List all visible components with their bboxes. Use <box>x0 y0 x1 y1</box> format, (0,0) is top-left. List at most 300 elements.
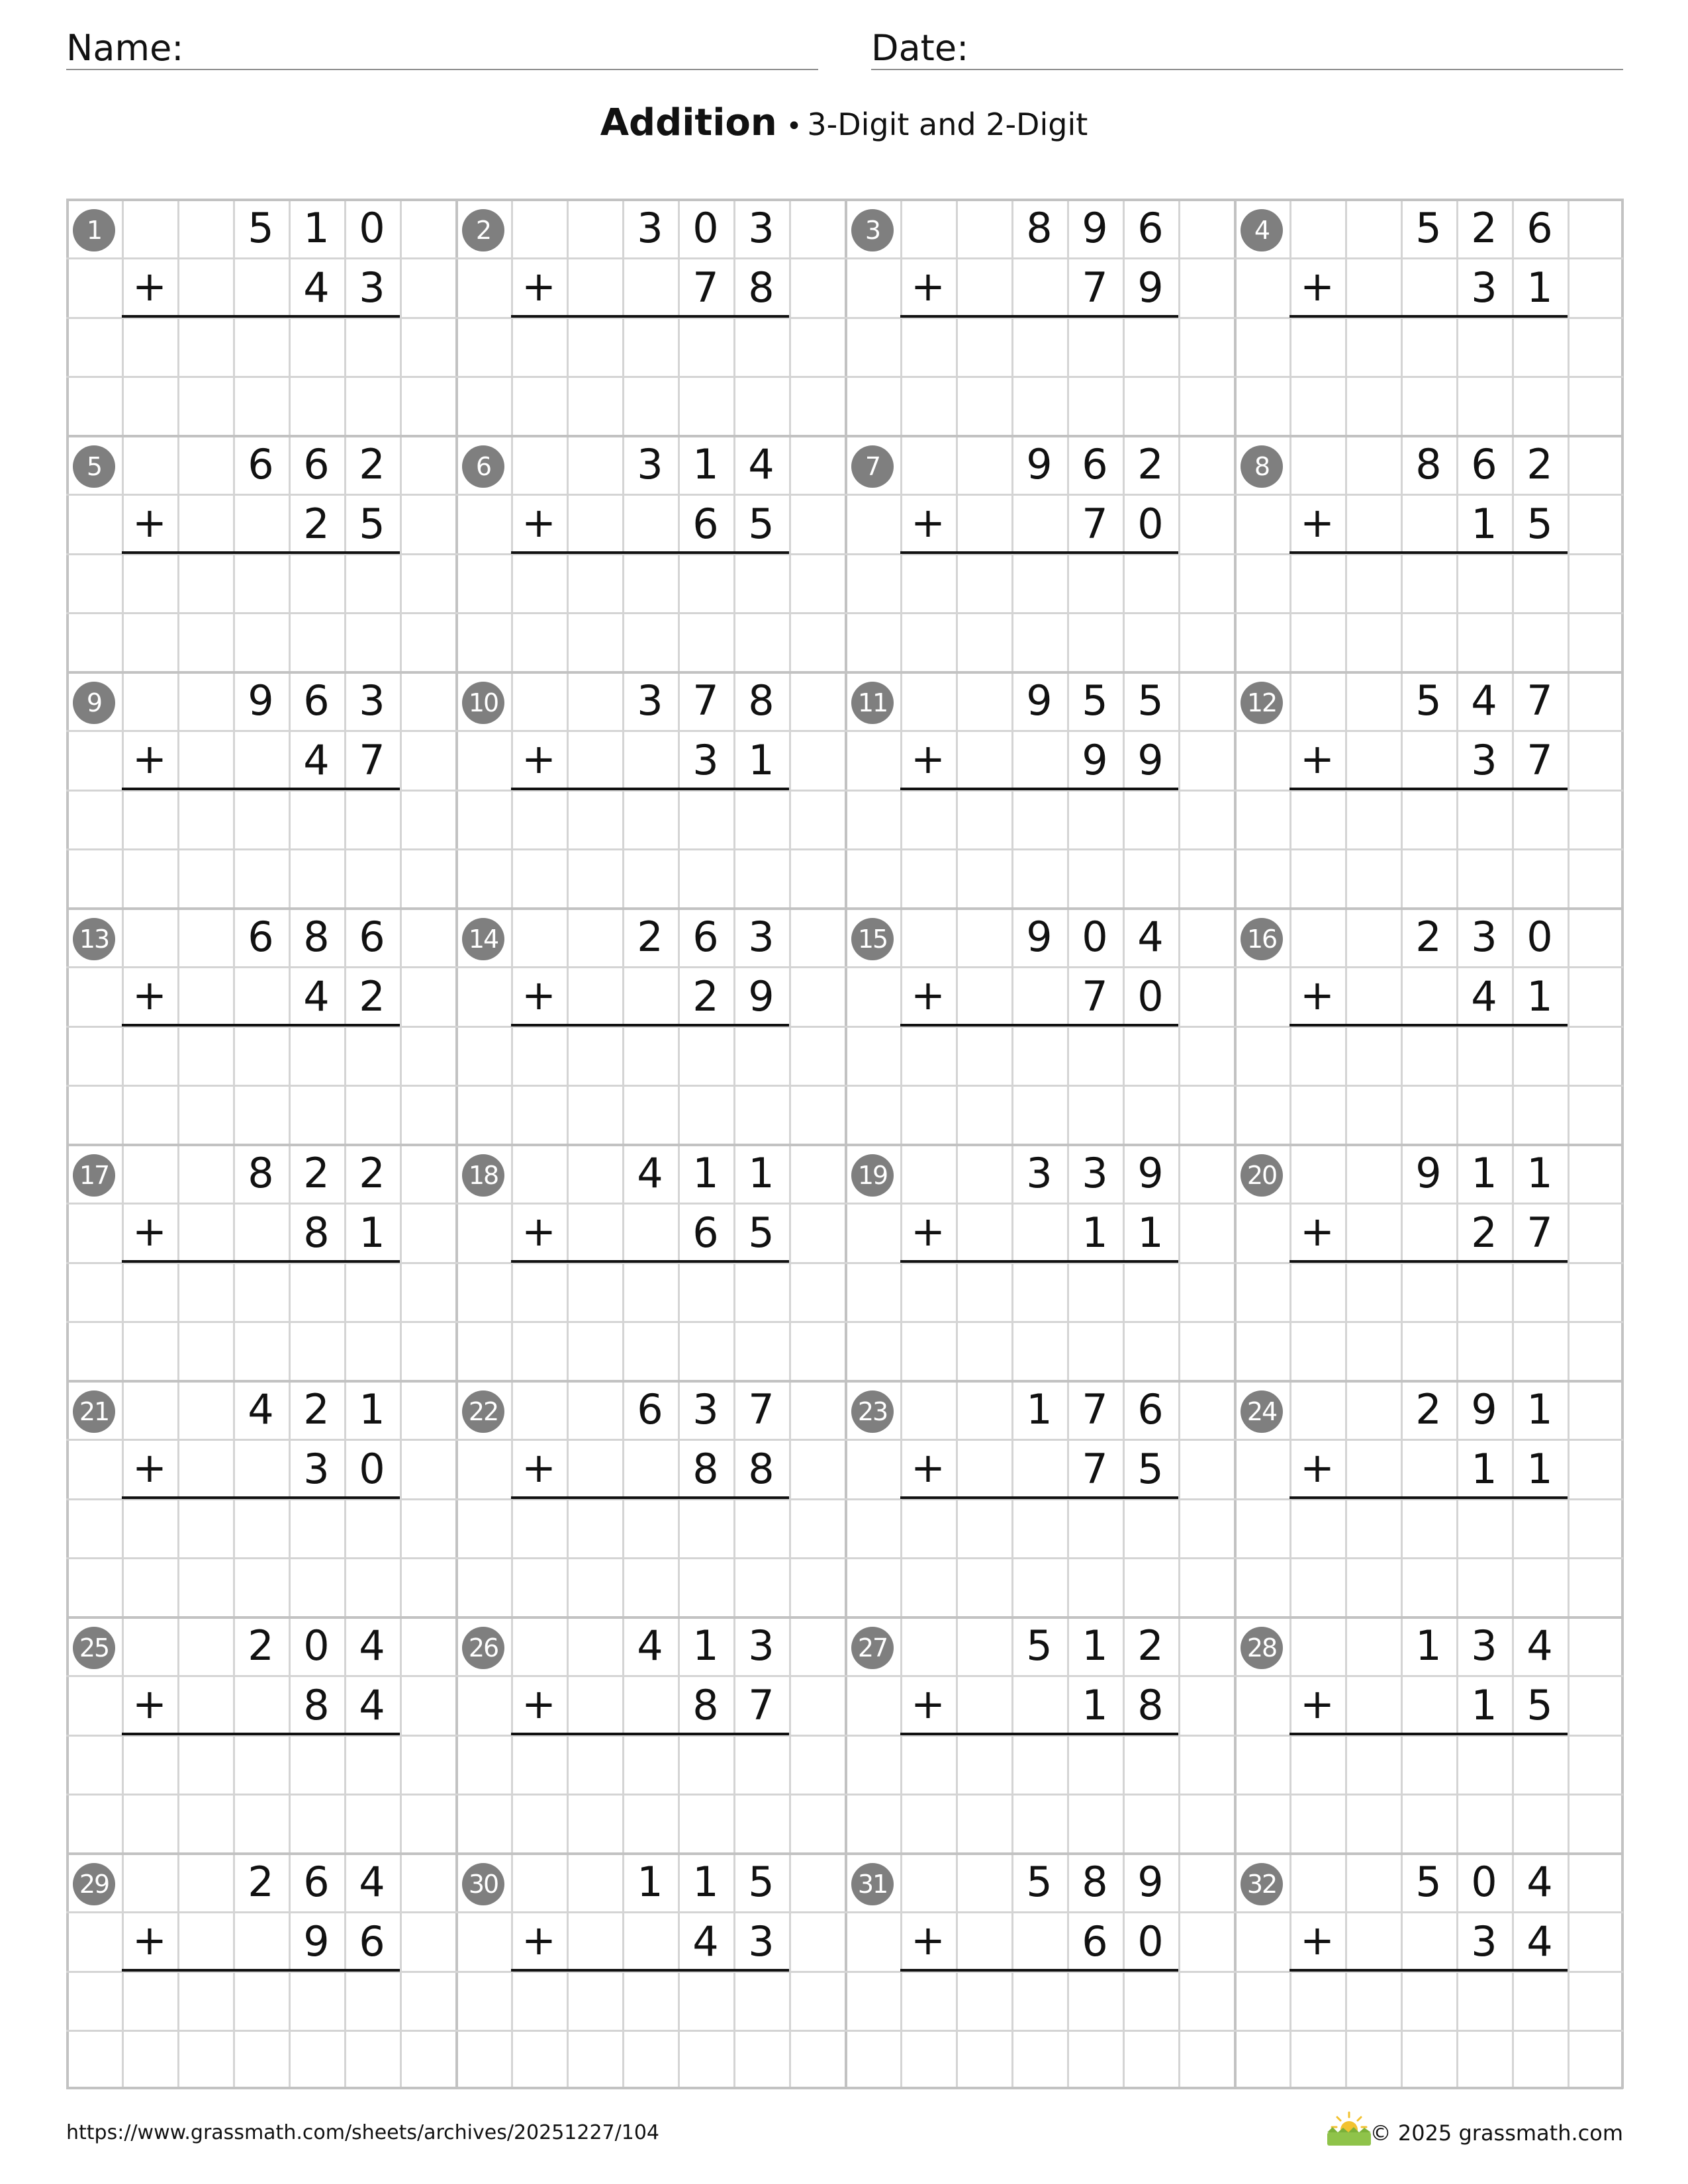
answer-rule <box>1289 1260 1568 1263</box>
top-addend-digit: 1 <box>692 1858 719 1906</box>
bottom-addend-digit: 6 <box>1082 1917 1108 1966</box>
bottom-addend-digit: 3 <box>1471 736 1497 784</box>
problem-number-badge: 30 <box>462 1863 504 1905</box>
answer-rule <box>900 788 1178 790</box>
top-addend-digit: 3 <box>1026 1149 1053 1197</box>
top-addend-digit: 6 <box>303 676 330 725</box>
plus-sign: + <box>911 1916 945 1964</box>
top-addend-digit: 2 <box>1415 913 1442 961</box>
worksheet-title <box>0 101 1688 144</box>
plus-sign: + <box>522 498 556 547</box>
plus-sign: + <box>522 1443 556 1492</box>
plus-sign: + <box>522 971 556 1019</box>
bottom-addend-digit: 7 <box>1082 972 1108 1021</box>
top-addend-digit: 5 <box>1082 676 1108 725</box>
problem <box>845 907 1234 1144</box>
bottom-addend-digit: 5 <box>1526 500 1553 548</box>
problem-number-badge: 28 <box>1241 1627 1283 1669</box>
bottom-addend-digit: 8 <box>748 1445 774 1493</box>
top-addend-digit: 0 <box>1471 1858 1497 1906</box>
problem <box>1234 907 1623 1144</box>
problem-number-badge: 25 <box>73 1627 115 1669</box>
bottom-addend-digit: 7 <box>1082 1445 1108 1493</box>
top-addend-digit: 3 <box>1082 1149 1108 1197</box>
plus-sign: + <box>132 735 167 783</box>
problem <box>66 1144 455 1380</box>
title-bullet: • <box>786 111 802 142</box>
plus-sign: + <box>132 1916 167 1964</box>
top-addend-digit: 1 <box>692 1149 719 1197</box>
top-addend-digit: 1 <box>1026 1385 1053 1433</box>
answer-rule <box>511 1260 789 1263</box>
top-addend-digit: 9 <box>1082 204 1108 252</box>
top-addend-digit: 0 <box>1082 913 1108 961</box>
top-addend-digit: 5 <box>1026 1858 1053 1906</box>
bottom-addend-digit: 6 <box>692 1208 719 1257</box>
problem-grid <box>66 199 1623 2089</box>
sun-over-grass-icon <box>1326 2110 1372 2147</box>
plus-sign: + <box>522 1207 556 1255</box>
problem <box>1234 435 1623 671</box>
problem <box>845 199 1234 435</box>
top-addend-digit: 6 <box>303 1858 330 1906</box>
bottom-addend-digit: 2 <box>1471 1208 1497 1257</box>
top-addend-digit: 1 <box>637 1858 663 1906</box>
answer-rule <box>122 788 400 790</box>
problem-number-badge: 13 <box>73 918 115 960</box>
top-addend-digit: 2 <box>1471 204 1497 252</box>
problem-number-badge: 20 <box>1241 1154 1283 1197</box>
top-addend-digit: 3 <box>359 676 385 725</box>
bottom-addend-digit: 4 <box>1526 1917 1553 1966</box>
top-addend-digit: 3 <box>637 204 663 252</box>
problem <box>455 435 845 671</box>
answer-rule <box>900 315 1178 318</box>
bottom-addend-digit: 4 <box>359 1681 385 1729</box>
top-addend-digit: 1 <box>692 1621 719 1670</box>
top-addend-digit: 6 <box>637 1385 663 1433</box>
problem <box>455 1852 845 2089</box>
bottom-addend-digit: 3 <box>1471 263 1497 312</box>
top-addend-digit: 2 <box>1137 440 1164 488</box>
bottom-addend-digit: 9 <box>1137 736 1164 784</box>
top-addend-digit: 6 <box>359 913 385 961</box>
answer-rule <box>900 1496 1178 1499</box>
top-addend-digit: 6 <box>1471 440 1497 488</box>
answer-rule <box>122 1969 400 1972</box>
problem-number-badge: 26 <box>462 1627 504 1669</box>
bottom-addend-digit: 0 <box>1137 972 1164 1021</box>
top-addend-digit: 3 <box>748 913 774 961</box>
date-field[interactable] <box>871 26 1623 70</box>
plus-sign: + <box>522 1916 556 1964</box>
top-addend-digit: 4 <box>1526 1621 1553 1670</box>
top-addend-digit: 4 <box>248 1385 274 1433</box>
plus-sign: + <box>1300 971 1335 1019</box>
title-subtitle: 3-Digit and 2-Digit <box>807 107 1088 142</box>
plus-sign: + <box>911 1207 945 1255</box>
plus-sign: + <box>911 498 945 547</box>
top-addend-digit: 6 <box>248 913 274 961</box>
answer-rule <box>511 1024 789 1026</box>
bottom-addend-digit: 8 <box>692 1445 719 1493</box>
top-addend-digit: 8 <box>248 1149 274 1197</box>
problem <box>455 671 845 907</box>
problem <box>1234 1852 1623 2089</box>
problem <box>845 1616 1234 1852</box>
top-addend-digit: 6 <box>692 913 719 961</box>
problem <box>66 1616 455 1852</box>
problem-number-badge: 17 <box>73 1154 115 1197</box>
bottom-addend-digit: 1 <box>1471 1445 1497 1493</box>
plus-sign: + <box>911 1680 945 1728</box>
top-addend-digit: 9 <box>1026 913 1053 961</box>
top-addend-digit: 6 <box>248 440 274 488</box>
top-addend-digit: 5 <box>748 1858 774 1906</box>
bottom-addend-digit: 8 <box>303 1681 330 1729</box>
plus-sign: + <box>132 971 167 1019</box>
plus-sign: + <box>1300 1916 1335 1964</box>
top-addend-digit: 3 <box>748 204 774 252</box>
bottom-addend-digit: 4 <box>303 972 330 1021</box>
bottom-addend-digit: 1 <box>1082 1681 1108 1729</box>
problem-number-badge: 3 <box>851 209 894 251</box>
problem-number-badge: 2 <box>462 209 504 251</box>
problem-number-badge: 22 <box>462 1390 504 1433</box>
top-addend-digit: 1 <box>1526 1149 1553 1197</box>
problem-number-badge: 23 <box>851 1390 894 1433</box>
top-addend-digit: 1 <box>1526 1385 1553 1433</box>
top-addend-digit: 2 <box>1137 1621 1164 1670</box>
bottom-addend-digit: 8 <box>692 1681 719 1729</box>
top-addend-digit: 3 <box>637 676 663 725</box>
top-addend-digit: 7 <box>692 676 719 725</box>
bottom-addend-digit: 7 <box>748 1681 774 1729</box>
top-addend-digit: 9 <box>1137 1858 1164 1906</box>
bottom-addend-digit: 7 <box>1082 263 1108 312</box>
plus-sign: + <box>522 262 556 310</box>
answer-rule <box>511 1733 789 1735</box>
top-addend-digit: 2 <box>1415 1385 1442 1433</box>
bottom-addend-digit: 2 <box>303 500 330 548</box>
problem-number-badge: 11 <box>851 682 894 724</box>
bottom-addend-digit: 8 <box>303 1208 330 1257</box>
bottom-addend-digit: 8 <box>1137 1681 1164 1729</box>
answer-rule <box>122 1260 400 1263</box>
top-addend-digit: 9 <box>1137 1149 1164 1197</box>
bottom-addend-digit: 7 <box>1082 500 1108 548</box>
title-main: Addition <box>600 101 777 144</box>
top-addend-digit: 4 <box>359 1621 385 1670</box>
problem-number-badge: 32 <box>1241 1863 1283 1905</box>
plus-sign: + <box>132 498 167 547</box>
top-addend-digit: 0 <box>692 204 719 252</box>
top-addend-digit: 6 <box>303 440 330 488</box>
problem <box>455 199 845 435</box>
answer-rule <box>900 1969 1178 1972</box>
plus-sign: + <box>132 1443 167 1492</box>
top-addend-digit: 4 <box>359 1858 385 1906</box>
answer-rule <box>1289 1496 1568 1499</box>
answer-rule <box>900 1024 1178 1026</box>
answer-rule <box>1289 1969 1568 1972</box>
bottom-addend-digit: 0 <box>1137 1917 1164 1966</box>
problem <box>66 907 455 1144</box>
problem-number-badge: 14 <box>462 918 504 960</box>
bottom-addend-digit: 1 <box>1526 263 1553 312</box>
plus-sign: + <box>1300 1680 1335 1728</box>
bottom-addend-digit: 4 <box>692 1917 719 1966</box>
problem <box>66 1852 455 2089</box>
problem-number-badge: 5 <box>73 445 115 488</box>
plus-sign: + <box>1300 498 1335 547</box>
answer-rule <box>1289 1733 1568 1735</box>
plus-sign: + <box>522 1680 556 1728</box>
problem-number-badge: 27 <box>851 1627 894 1669</box>
problem <box>455 907 845 1144</box>
name-label: Name: <box>66 27 184 69</box>
top-addend-digit: 4 <box>637 1149 663 1197</box>
problem-number-badge: 31 <box>851 1863 894 1905</box>
top-addend-digit: 5 <box>1137 676 1164 725</box>
problem-number-badge: 29 <box>73 1863 115 1905</box>
bottom-addend-digit: 4 <box>1471 972 1497 1021</box>
bottom-addend-digit: 9 <box>303 1917 330 1966</box>
top-addend-digit: 7 <box>748 1385 774 1433</box>
top-addend-digit: 8 <box>303 913 330 961</box>
bottom-addend-digit: 6 <box>692 500 719 548</box>
top-addend-digit: 9 <box>1415 1149 1442 1197</box>
problem <box>845 1380 1234 1616</box>
answer-rule <box>122 315 400 318</box>
top-addend-digit: 5 <box>1026 1621 1053 1670</box>
bottom-addend-digit: 4 <box>303 263 330 312</box>
bottom-addend-digit: 7 <box>1526 736 1553 784</box>
plus-sign: + <box>911 735 945 783</box>
top-addend-digit: 2 <box>1526 440 1553 488</box>
bottom-addend-digit: 1 <box>748 736 774 784</box>
answer-rule <box>1289 788 1568 790</box>
bottom-addend-digit: 1 <box>1471 500 1497 548</box>
bottom-addend-digit: 8 <box>748 263 774 312</box>
bottom-addend-digit: 9 <box>1082 736 1108 784</box>
problem <box>66 671 455 907</box>
problem-number-badge: 16 <box>1241 918 1283 960</box>
date-label: Date: <box>871 27 969 69</box>
top-addend-digit: 5 <box>1415 676 1442 725</box>
top-addend-digit: 8 <box>1082 1858 1108 1906</box>
top-addend-digit: 0 <box>1526 913 1553 961</box>
top-addend-digit: 3 <box>748 1621 774 1670</box>
bottom-addend-digit: 7 <box>359 736 385 784</box>
problem <box>455 1380 845 1616</box>
top-addend-digit: 2 <box>248 1621 274 1670</box>
bottom-addend-digit: 0 <box>359 1445 385 1493</box>
top-addend-digit: 2 <box>359 1149 385 1197</box>
problem <box>845 1144 1234 1380</box>
top-addend-digit: 3 <box>637 440 663 488</box>
problem-number-badge: 21 <box>73 1390 115 1433</box>
problem <box>1234 199 1623 435</box>
top-addend-digit: 1 <box>748 1149 774 1197</box>
plus-sign: + <box>1300 262 1335 310</box>
top-addend-digit: 4 <box>1137 913 1164 961</box>
plus-sign: + <box>132 1207 167 1255</box>
bottom-addend-digit: 4 <box>303 736 330 784</box>
top-addend-digit: 5 <box>1415 1858 1442 1906</box>
bottom-addend-digit: 1 <box>1082 1208 1108 1257</box>
bottom-addend-digit: 5 <box>1526 1681 1553 1729</box>
answer-rule <box>122 1496 400 1499</box>
answer-rule <box>511 1496 789 1499</box>
bottom-addend-digit: 2 <box>692 972 719 1021</box>
problem-number-badge: 8 <box>1241 445 1283 488</box>
footer-url[interactable]: https://www.grassmath.com/sheets/archives/20251227/104 <box>66 2121 660 2144</box>
plus-sign: + <box>132 1680 167 1728</box>
problem-number-badge: 7 <box>851 445 894 488</box>
name-field[interactable] <box>66 26 818 70</box>
top-addend-digit: 0 <box>359 204 385 252</box>
plus-sign: + <box>1300 735 1335 783</box>
bottom-addend-digit: 6 <box>359 1917 385 1966</box>
plus-sign: + <box>911 1443 945 1492</box>
top-addend-digit: 7 <box>1526 676 1553 725</box>
problem <box>1234 671 1623 907</box>
top-addend-digit: 8 <box>748 676 774 725</box>
top-addend-digit: 5 <box>248 204 274 252</box>
bottom-addend-digit: 3 <box>303 1445 330 1493</box>
answer-rule <box>900 1733 1178 1735</box>
bottom-addend-digit: 5 <box>748 500 774 548</box>
bottom-addend-digit: 1 <box>1471 1681 1497 1729</box>
answer-rule <box>511 1969 789 1972</box>
top-addend-digit: 4 <box>1526 1858 1553 1906</box>
top-addend-digit: 3 <box>1471 913 1497 961</box>
problem-number-badge: 6 <box>462 445 504 488</box>
problem <box>455 1616 845 1852</box>
top-addend-digit: 1 <box>1471 1149 1497 1197</box>
top-addend-digit: 2 <box>303 1385 330 1433</box>
answer-rule <box>122 551 400 554</box>
problem <box>845 435 1234 671</box>
answer-rule <box>122 1733 400 1735</box>
bottom-addend-digit: 1 <box>1526 972 1553 1021</box>
problem-number-badge: 4 <box>1241 209 1283 251</box>
bottom-addend-digit: 3 <box>692 736 719 784</box>
top-addend-digit: 1 <box>1082 1621 1108 1670</box>
top-addend-digit: 9 <box>1471 1385 1497 1433</box>
bottom-addend-digit: 7 <box>692 263 719 312</box>
plus-sign: + <box>522 735 556 783</box>
top-addend-digit: 6 <box>1137 1385 1164 1433</box>
bottom-addend-digit: 0 <box>1137 500 1164 548</box>
top-addend-digit: 1 <box>359 1385 385 1433</box>
top-addend-digit: 4 <box>748 440 774 488</box>
footer-copyright: © 2025 grassmath.com <box>1370 2120 1623 2146</box>
problem-number-badge: 10 <box>462 682 504 724</box>
bottom-addend-digit: 9 <box>1137 263 1164 312</box>
bottom-addend-digit: 3 <box>748 1917 774 1966</box>
answer-rule <box>900 551 1178 554</box>
top-addend-digit: 2 <box>248 1858 274 1906</box>
top-addend-digit: 2 <box>359 440 385 488</box>
top-addend-digit: 7 <box>1082 1385 1108 1433</box>
top-addend-digit: 9 <box>1026 440 1053 488</box>
top-addend-digit: 9 <box>1026 676 1053 725</box>
problem <box>66 199 455 435</box>
top-addend-digit: 1 <box>303 204 330 252</box>
bottom-addend-digit: 3 <box>1471 1917 1497 1966</box>
problem-number-badge: 18 <box>462 1154 504 1197</box>
bottom-addend-digit: 5 <box>1137 1445 1164 1493</box>
problem <box>66 435 455 671</box>
problem-number-badge: 12 <box>1241 682 1283 724</box>
problem-number-badge: 15 <box>851 918 894 960</box>
top-addend-digit: 6 <box>1137 204 1164 252</box>
top-addend-digit: 1 <box>1415 1621 1442 1670</box>
answer-rule <box>511 315 789 318</box>
bottom-addend-digit: 9 <box>748 972 774 1021</box>
top-addend-digit: 4 <box>637 1621 663 1670</box>
bottom-addend-digit: 1 <box>1137 1208 1164 1257</box>
top-addend-digit: 8 <box>1415 440 1442 488</box>
answer-rule <box>1289 315 1568 318</box>
problem <box>455 1144 845 1380</box>
plus-sign: + <box>1300 1443 1335 1492</box>
answer-rule <box>1289 1024 1568 1026</box>
answer-rule <box>900 1260 1178 1263</box>
plus-sign: + <box>911 262 945 310</box>
top-addend-digit: 9 <box>248 676 274 725</box>
bottom-addend-digit: 7 <box>1526 1208 1553 1257</box>
problem <box>1234 1380 1623 1616</box>
bottom-addend-digit: 5 <box>748 1208 774 1257</box>
top-addend-digit: 1 <box>692 440 719 488</box>
top-addend-digit: 6 <box>1082 440 1108 488</box>
top-addend-digit: 3 <box>1471 1621 1497 1670</box>
problem <box>66 1380 455 1616</box>
problem <box>845 1852 1234 2089</box>
top-addend-digit: 0 <box>303 1621 330 1670</box>
problem <box>1234 1616 1623 1852</box>
answer-rule <box>511 551 789 554</box>
plus-sign: + <box>1300 1207 1335 1255</box>
top-addend-digit: 2 <box>637 913 663 961</box>
problem-number-badge: 1 <box>73 209 115 251</box>
top-addend-digit: 3 <box>692 1385 719 1433</box>
problem <box>845 671 1234 907</box>
problem <box>1234 1144 1623 1380</box>
answer-rule <box>511 788 789 790</box>
bottom-addend-digit: 2 <box>359 972 385 1021</box>
bottom-addend-digit: 3 <box>359 263 385 312</box>
plus-sign: + <box>132 262 167 310</box>
top-addend-digit: 4 <box>1471 676 1497 725</box>
top-addend-digit: 5 <box>1415 204 1442 252</box>
top-addend-digit: 6 <box>1526 204 1553 252</box>
bottom-addend-digit: 5 <box>359 500 385 548</box>
top-addend-digit: 8 <box>1026 204 1053 252</box>
answer-rule <box>1289 551 1568 554</box>
answer-rule <box>122 1024 400 1026</box>
bottom-addend-digit: 1 <box>1526 1445 1553 1493</box>
problem-number-badge: 9 <box>73 682 115 724</box>
problem-number-badge: 24 <box>1241 1390 1283 1433</box>
bottom-addend-digit: 1 <box>359 1208 385 1257</box>
problem-number-badge: 19 <box>851 1154 894 1197</box>
top-addend-digit: 2 <box>303 1149 330 1197</box>
plus-sign: + <box>911 971 945 1019</box>
